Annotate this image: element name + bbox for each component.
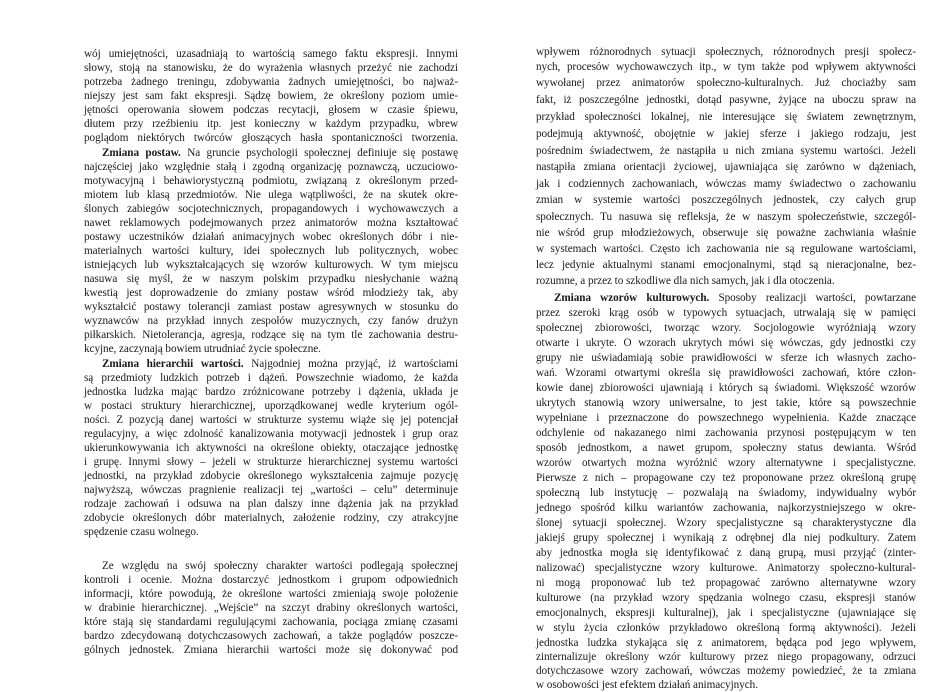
text-line: piłkarskich. Nietolerancja, agresja, rodzące się na tym tle zachowania destru- — [84, 329, 458, 341]
text-line: otwarte i ukryte. O wzorach ukrytych mówi się wówczas, gdy jednostki czy — [536, 337, 916, 349]
text-line: miotem lub klasą przedmiotów. Nie ulega wątpliwości, że na skutek okre- — [84, 189, 458, 201]
text-line: regulacyjny, a więc zdolność kanalizowania motywacji jednostek i grup oraz — [84, 428, 458, 440]
text-line: ślonej sytuacji społecznej. Wzory specjalistyczne są charakterystyczne dla — [536, 517, 916, 529]
text-line: poglądom niektórych twórców głoszących hasła spontaniczności tworzenia. — [84, 132, 458, 144]
text-line: zdobycie określonych dóbr materialnych, założenie rodziny, czy atrakcyjne — [84, 512, 458, 524]
text-line: sposób jednostkom, a nawet grupom, społeczny status dewianta. Wśród — [536, 442, 916, 454]
text-line: materialnych wartości kultury, idei społecznych lub politycznych, wobec — [84, 245, 458, 257]
text-line: wzorów otwartych można wyróżnić wzory alternatywne i specjalistyczne. — [536, 457, 916, 469]
text-line: jak i codziennych zachowaniach, wówczas mamy świadectwo o zachowaniu — [536, 178, 916, 190]
text-line: nych, procesów wychowawczych itp., w tym także pod wpływem aktywności — [536, 61, 916, 73]
text-line: nie wśród grup młodzieżowych, obserwuje się poważne zachwiania właśnie — [536, 227, 916, 239]
text-line: przykład społeczności lokalnej, nie interesujące się światem zewnętrznym, — [536, 111, 916, 123]
text-line: lecz jedynie aktualnymi stanami emocjonalnymi, stąd są nieracjonalne, bez- — [536, 259, 916, 271]
text-line: dłutem przy rzeźbieniu itp. jest konieczny w każdym przypadku, wbrew — [84, 118, 458, 130]
text-line: jednostka ludzka mając bardzo zróżnicowane potrzeby i dążenia, układa je — [84, 386, 458, 398]
text-line: kulturowe (na przykład wzory spędzania wolnego czasu, ekspresji stanów — [536, 592, 916, 604]
text-line: ni mogą proponować lub też propagować zarówno alternatywne wzory — [536, 577, 916, 589]
section-heading: Zmiana hierarchii wartości. — [102, 358, 244, 370]
text-line: wywołanej przez animatorów społeczno-kulturalnych. Już chociażby sam — [536, 77, 916, 89]
text-line: kowie danej zbiorowości ujawniają i których są świadomi. Większość wzorów — [536, 382, 916, 394]
text-line: społecznej zbiorowości, tworząc wzory. Socjologowie wyróżniają wzory — [536, 322, 916, 334]
text-line: aby jednostka mogła się identyfikować z daną grupą, musi przyjąć (zinter- — [536, 547, 916, 559]
text-line: w postaci struktury hierarchicznej, uporządkowanej wedle kryterium ogól- — [84, 400, 458, 412]
paragraph-first-line: Ze względu na swój społeczny charakter wartości podlegają społecznej — [102, 560, 458, 572]
text-line: wój umiejętności, uzasadniają to wartością samego faktu ekspresji. Innymi — [84, 48, 458, 60]
text-line: informacji, które powodują, że określone wartości zmieniają swoje położenie — [84, 588, 458, 600]
text-line: kontroli i ocenie. Można dostarczyć jednostkom i grupom odpowiednich — [84, 574, 458, 586]
text-line: motywacyjną i behawiorystyczną podmiotu, związaną z określonym przed- — [84, 175, 458, 187]
text-line: zinternalizuje określony wzór kulturowy przez niego propagowany, odrzuci — [536, 651, 916, 663]
text-line: w drabinie hierarchicznej. „Wejście” na szczyt drabiny określonych wartości, — [84, 602, 458, 614]
paragraph-first-line — [84, 358, 458, 371]
text-line: grupy nie uświadamiają sobie prawidłowości w sferze ich własnych zacho- — [536, 352, 916, 364]
text-line: społeczną lub instytucję – pozwalają na świadomy, indywidualny wybór — [536, 487, 916, 499]
text-run: Na gruncie psychologii społecznej definiuje się postawę — [180, 147, 458, 159]
text-line: jakiejś grupy społecznej i wynikają z odrębnej dla niej podkultury. Zatem — [536, 532, 916, 544]
text-line: jednostki, na przykład zdobycie określonego wykształcenia zajmuje pozycję — [84, 470, 458, 482]
text-line: ukierunkowywania ich aktywności na określone obiekty, otaczające jednostkę — [84, 442, 458, 454]
text-line: kcyjne, zaczynają bowiem utrudniać życie społeczne. — [84, 343, 321, 355]
section-heading: Zmiana wzorów kulturowych. — [554, 292, 710, 304]
text-line: rozumne, a przez to szkodliwe dla nich samych, jak i dla otoczenia. — [536, 275, 835, 287]
text-line: ności. Z pozycją danej wartości w strukturze systemu wiąże się jej potencjał — [84, 414, 458, 426]
text-line: podejmują aktywność, obojętnie w jakiej sferze i jakiego rodzaju, jest — [536, 128, 916, 140]
text-line: fakt, iż poszczególne jednostki, dotąd pasywne, żyjące na uboczu spraw na — [536, 94, 916, 106]
text-line: wykształcić postawy tolerancji zamiast postaw agresywnych w stosunku do — [84, 301, 458, 313]
text-line: kwestią jest doprowadzenie do zmiany postaw wśród młodzieży tak, aby — [84, 287, 458, 299]
text-line: jednego spośród kilku wariantów zachowania, najkorzystniejszego w okre- — [536, 502, 916, 514]
text-line: są przedmioty ludzkich potrzeb i dążeń. Powszechnie wiadomo, że każda — [84, 372, 458, 384]
text-line: niejszy jest sam fakt ekspresji. Sądzę bowiem, że określony poziom umie- — [84, 90, 458, 102]
text-line: istniejących lub wykształcających się wzorów kulturowych. W tym miejscu — [84, 259, 458, 271]
text-line: nawet reklamowych podejmowanych przez animatorów można kształtować — [84, 217, 458, 229]
text-line: Pierwsze z nich – propagowane czy też proponowane przez określoną grupę — [536, 472, 916, 484]
text-line: ukrytych stanowią wzory uniwersalne, to jest takie, które są powszechnie — [536, 397, 916, 409]
text-line: postawy uczestników działań animacyjnych wobec określonych dóbr i nie- — [84, 231, 458, 243]
text-line: odchylenie od nakazanego nimi zachowania przynosi postępującym w ten — [536, 427, 916, 439]
text-line: i grupę. Innymi słowy – jeżeli w strukturze hierarchicznej systemu wartości — [84, 456, 458, 468]
text-line: wań. Wzorami otwartymi określa się prawidłowości zachowań, które człon- — [536, 367, 916, 379]
text-line: potrzeba żadnego treningu, zdobywania żadnych umiejętności, bo najważ- — [84, 76, 458, 88]
text-line: słowy, stoją na stanowisku, że do wyrażenia własnych przeżyć nie zachodzi — [84, 62, 458, 74]
text-line: ślonych zabiegów socjotechnicznych, propagandowych i wychowawczych a — [84, 203, 458, 215]
text-line: które stają się standardami regulującymi zachowania, pociąga zmianę czasami — [84, 616, 458, 628]
text-line: dotychczasowe wzory zachowań, wówczas możemy powiedzieć, że ta zmiana — [536, 665, 916, 677]
text-line: spędzenie czasu wolnego. — [84, 526, 199, 538]
text-line: wpływem różnorodnych sytuacji społecznych, różnorodnych presji społecz- — [536, 46, 916, 58]
text-line: jętności operowania słowem podczas recytacji, głosem w czasie śpiewu, — [84, 104, 458, 116]
text-line: gólnych jednostek. Zmiana hierarchii wartości może się dokonywać pod — [84, 644, 458, 656]
text-line: w systemach wartości. Często ich zachowania nie są regulowane wartościami, — [536, 243, 916, 255]
text-line: wypełniane i przeznaczone do powszechnego wypełnienia. Każde znaczące — [536, 412, 916, 424]
text-line: pośrednim świadectwem, że nastąpiła u nich zmiana systemu wartości. Jeżeli — [536, 145, 916, 157]
text-line: emocjonalnych, ekspresji kulturalnej), jak i specjalistyczne (ujawniające się — [536, 607, 916, 619]
text-line: rodzaje zachowań i odsuwa na plan dalszy inne dążenia jak na przykład — [84, 498, 458, 510]
text-run: Najgodniej można przyjąć, iż wartościami — [243, 358, 459, 370]
text-line: nalizować) specjalistyczne wzory kulturowe. Animatorzy społeczno-kultural- — [536, 562, 916, 574]
text-line: w osobowości jest efektem działań animacyjnych. — [536, 679, 758, 691]
text-run: Sposoby realizacji wartości, powtarzane — [709, 292, 916, 304]
text-line: w stylu życia członków przykładowo określoną formą aktywności). Jeżeli — [536, 622, 916, 634]
text-line: nasuwa się myśl, że w naszym polskim przypadku niesłychanie ważną — [84, 273, 458, 285]
text-line: wyznawców na przykład innych zespołów muzycznych, czy fanów drużyn — [84, 315, 458, 327]
text-line: przez szeroki krąg osób w typowych sytuacjach, utrwalają się w pamięci — [536, 307, 916, 319]
text-line: bardzo zdecydowaną dotychczasowych zachowań, a także poglądów poszcze- — [84, 630, 458, 642]
text-line: najczęściej jako względnie stałą i zgodną organizację poznawczą, uczuciowo- — [84, 161, 458, 173]
paragraph-first-line — [84, 147, 458, 160]
section-heading: Zmiana postaw. — [102, 147, 181, 159]
paragraph-first-line — [536, 292, 916, 305]
text-line: nastąpiła zmiana orientacji życiowej, ujawniająca się zarówno w dążeniach, — [536, 161, 916, 173]
text-line: jednostka ludzka stykająca się z animatorem, będąca pod jego wpływem, — [536, 637, 916, 649]
text-line: najwyższą, wówczas pragnienie realizacji tej „wartości – celu” determinuje — [84, 484, 458, 496]
text-line: społecznych. Tu nasuwa się refleksja, że w naszym społeczeństwie, szczegól- — [536, 211, 916, 223]
text-line: zmian w systemie wartości poszczególnych jednostek, czy całych grup — [536, 194, 916, 206]
